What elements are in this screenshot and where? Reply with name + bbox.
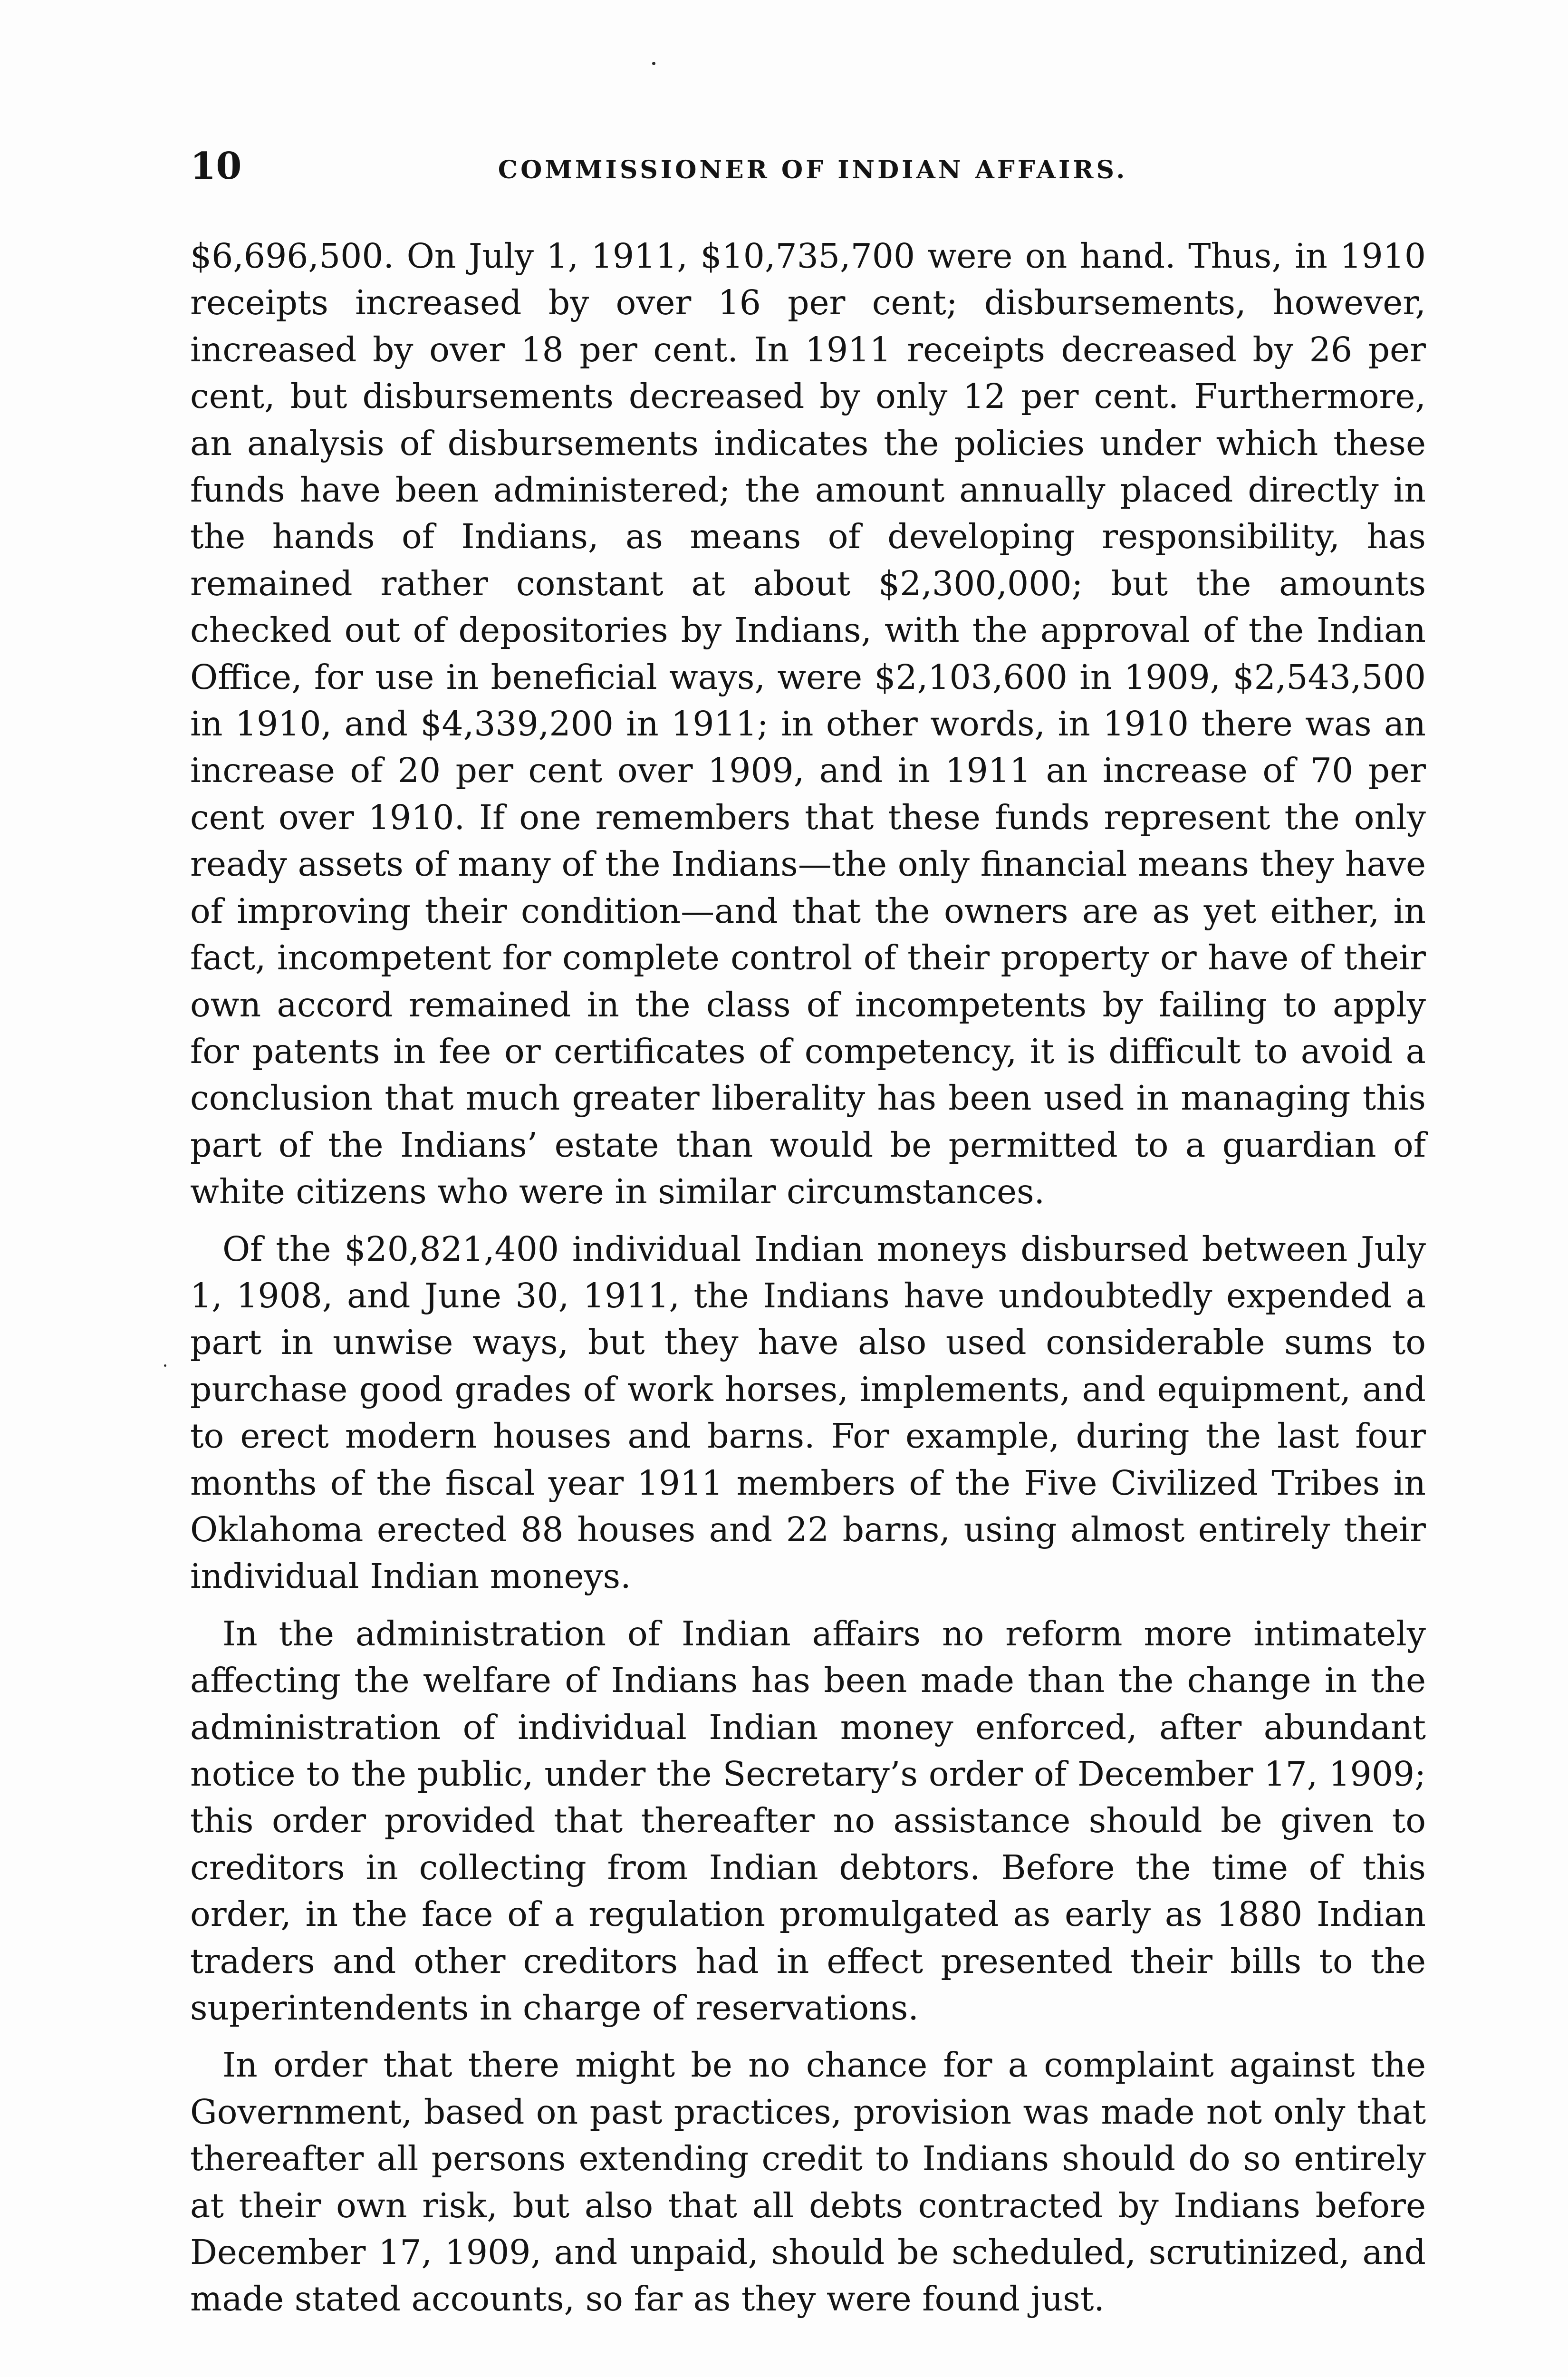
paragraph: Of the $20,821,400 individual Indian moneys disbursed between July 1, 1908, and June 30, 1911, the Indians have undoubtedly expended a part in unwise ways, but they have also used considerable sums to purchase good grades of work horses, implements, and equipment, and to erect modern houses and barns. For example, during the last four months of the fiscal year 1911 members of the Five Civilized Tribes in Oklahoma erected 88 houses and 22 barns, using almost entirely their individual Indian moneys. — [190, 1229, 1426, 1596]
scan-speck — [164, 1364, 166, 1367]
running-header — [190, 143, 1435, 195]
running-title: COMMISSIONER OF INDIAN AFFAIRS. — [498, 155, 1128, 184]
scan-speck — [652, 62, 655, 65]
paragraph-continued: $6,696,500. On July 1, 1911, $10,735,700 were on hand. Thus, in 1910 receipts increased by over 16 per cent; disbursements, however, increased by over 18 per cent. In 1911 receipts decreased by 26 per cent, but disbursements decreased by only 12 per cent. Furthermore, an analysis of disbursements indicates the policies under which these funds have been administered; the amount annually placed directly in the hands of Indians, as means of developing responsibility, has remained rather constant at about $2,300,000; but the amounts checked out of depositories by Indians, with the approval of the Indian Office, for use in beneficial ways, were $2,103,600 in 1909, $2,543,500 in 1910, and $4,339,200 in 1911; in other words, in 1910 there was an increase of 20 per cent over 1909, and in 1911 an increase of 70 per cent over 1910. If one remembers that these funds represent the only ready assets of many of the Indians—the only financial means they have of improving their condition—and that the owners are as yet either, in fact, incompetent for complete control of their property or have of their own accord remained in the class of incompetents by failing to apply for patents in fee or certificates of competency, it is difficult to avoid a conclusion that much greater liberality has been used in managing this part of the Indians’ estate than would be permitted to a guardian of white citizens who were in similar circumstances. — [190, 236, 1426, 1212]
body-text — [190, 233, 1426, 2333]
paragraph: In order that there might be no chance for a complaint against the Government, based on past practices, provision was made not only that thereafter all persons extending credit to Indians should do so entirely at their own risk, but also that all debts contracted by Indians before December 17, 1909, and unpaid, should be scheduled, scrutinized, and made stated accounts, so far as they were found just. — [190, 2045, 1426, 2319]
paragraph: In the administration of Indian affairs no reform more intimately affecting the welfare of Indians has been made than the change in the administration of individual Indian money enforced, after abundant notice to the public, under the Secretary’s order of December 17, 1909; this order provided that thereafter no assistance should be given to creditors in collecting from Indian debtors. Before the time of this order, in the face of a regulation promulgated as early as 1880 Indian traders and other creditors had in effect presented their bills to the superintendents in charge of reservations. — [190, 1614, 1426, 2028]
page-number: 10 — [190, 145, 242, 188]
